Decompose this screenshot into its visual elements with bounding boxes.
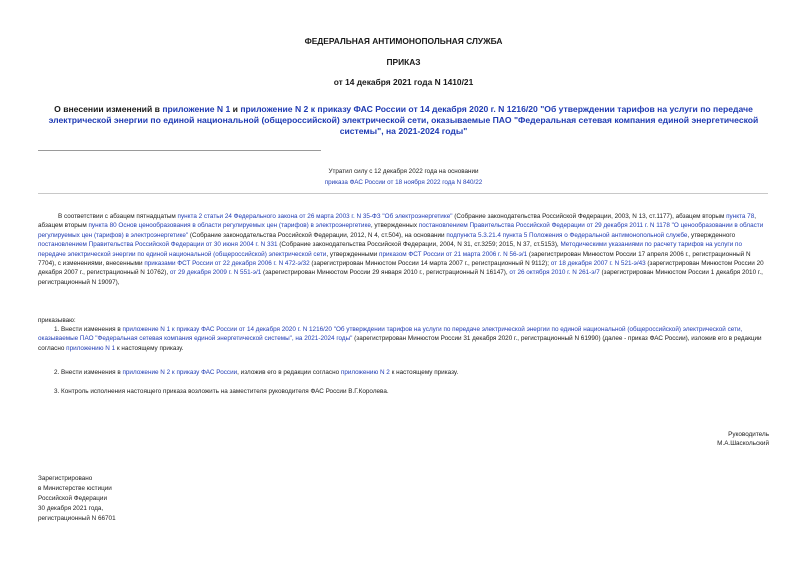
para1-text: В соответствии с абзацем пятнадцатым — [58, 213, 178, 220]
para1-link[interactable]: пункта 80 Основ ценообразования в области регулируемых цен (тарифов) в электроэнергетике — [88, 222, 371, 230]
para1-link[interactable]: Методическими указаниями по расчету тарифов на услуги по передаче электрической энергии по единой национальной (общероссийской) электрической сети — [38, 241, 742, 258]
para1-link[interactable]: постановлением Правительства Российской Федерации от 29 декабря 2011 г. N 1178 "О ценообразовании в области регулируемых цен (тарифов) в электроэнергетике" — [38, 222, 764, 239]
title-link-appendix-2[interactable]: приложение N 2 к приказу ФАС России от 14 декабря 2020 г. N 1216/20 "Об утверждении тарифов на услуги по передаче электрической энергии по единой национальной (общероссийской) электрической сети, оказываемые ПАО "Федеральная сетевая компания единой энергетической системы", на 2021-2024 годы" — [48, 104, 759, 136]
registration-line-4: 30 декабря 2021 года, — [38, 505, 104, 512]
title-text-2: и — [230, 104, 241, 114]
registration-line-5: регистрационный N 66701 — [38, 515, 116, 522]
doc-date-number: от 14 декабря 2021 года N 1410/21 — [333, 77, 474, 87]
prikazyvayu-label: приказываю: — [38, 317, 76, 324]
para1-link[interactable]: пункта 2 статьи 24 Федерального закона от 26 марта 2003 г. N 35-ФЗ "Об электроэнергетике" — [177, 213, 453, 220]
item1-text: 1. Внести изменения в — [54, 326, 123, 333]
registration-block — [38, 474, 238, 524]
signature-name: М.А.Шаскольский — [717, 440, 769, 448]
order-item-1 — [38, 325, 769, 353]
registration-line-3: Российской Федерации — [38, 495, 107, 502]
divider-long — [38, 193, 768, 194]
para1-link[interactable]: подпункта 5.3.21.4 пункта 5 Положения о Федеральной антимонопольной службе — [446, 231, 688, 239]
para1-text: , утвержденного — [687, 231, 736, 239]
item2-text: 2. Внести изменения в — [54, 369, 123, 376]
doc-type-heading: ПРИКАЗ — [386, 57, 421, 67]
para1-link[interactable]: от 29 декабря 2009 г. N 551-э/1 — [169, 269, 262, 277]
para1-text: (зарегистрирован Минюстом России 14 марта 2007 г., регистрационный N 9112); — [309, 260, 551, 268]
registration-line-1: Зарегистрировано — [38, 475, 93, 482]
divider-short — [38, 150, 321, 151]
para1-text: (зарегистрирован Минюстом России 1 декабря 2010 г., регистрационный N 19097), — [38, 269, 763, 286]
item1-link[interactable]: приложению N 1 — [66, 344, 116, 352]
para1-text: (Собрание законодательства Российской Федерации, 2012, N 4, ст.504), на основании — [188, 231, 447, 239]
para1-text: (Собрание законодательства Российской Федерации, 2003, N 13, ст.1177), абзацем вторым — [452, 213, 727, 220]
item1-text: (зарегистрирован Минюстом России 31 декабря 2020 г., регистрационный N 61990) (далее - приказ ФАС России), изложив его в редакции согласно — [38, 335, 762, 352]
para1-text: (зарегистрирован Минюстом России 29 января 2010 г., регистрационный N 16147), — [261, 269, 510, 277]
item2-text: к настоящему приказу. — [389, 369, 459, 376]
agency-heading: ФЕДЕРАЛЬНАЯ АНТИМОНОПОЛЬНАЯ СЛУЖБА — [304, 36, 503, 46]
preamble-paragraph — [38, 212, 769, 287]
order-item-2 — [38, 368, 769, 377]
para1-link[interactable]: пункта 78 — [726, 213, 755, 220]
document-title — [40, 104, 767, 137]
item1-link[interactable]: приложение N 1 к приказу ФАС России от 14 декабря 2020 г. N 1216/20 "Об утверждении тарифов на услуги по передаче электрической энергии по единой национальной (общероссийской) электрической сети, оказываемые ПАО "Федеральная сетевая компания единой энергетической системы", на 2021-2024 годы" — [38, 326, 743, 343]
annulment-link[interactable]: приказа ФАС России от 18 ноября 2022 года N 840/22 — [324, 179, 483, 186]
para1-text: (зарегистрирован Минюстом России 20 декабря 2007 г., регистрационный N 10762), — [38, 260, 764, 277]
para1-text: (Собрание законодательства Российской Федерации, 2004, N 31, ст.3259; 2015, N 37, ст.5153), — [277, 241, 561, 249]
item2-text: , изложив его в редакции согласно — [237, 369, 341, 376]
para1-text: , утвержденных — [370, 222, 419, 230]
para1-link[interactable]: постановлением Правительства Российской Федерации от 30 июня 2004 г. N 331 — [38, 241, 278, 249]
signature-block — [569, 430, 769, 449]
annulment-text: Утратил силу с 12 декабря 2022 года на основании — [328, 168, 479, 175]
annulment-note — [0, 166, 807, 188]
order-item-3: 3. Контроль исполнения настоящего приказа возложить на заместителя руководителя ФАС России В.Г.Королева. — [54, 388, 389, 395]
registration-line-2: в Министерстве юстиции — [38, 485, 112, 492]
para1-text: , утвержденными — [326, 250, 380, 258]
item2-link[interactable]: приложение N 2 к приказу ФАС России — [122, 369, 238, 376]
para1-text: , абзацем вторым — [38, 213, 756, 230]
para1-link[interactable]: приказами ФСТ России от 22 декабря 2006 г. N 472-э/32 — [144, 260, 310, 268]
item2-link[interactable]: приложению N 2 — [340, 369, 390, 376]
signature-role: Руководитель — [728, 431, 769, 438]
para1-text: (зарегистрирован Минюстом России 17 апреля 2006 г., регистрационный N 7704), с изменениями, внесенными — [38, 250, 751, 268]
para1-link[interactable]: от 18 декабря 2007 г. N 521-э/43 — [550, 260, 646, 268]
para1-link[interactable]: от 26 октября 2010 г. N 261-э/7 — [509, 269, 600, 277]
item1-text: к настоящему приказу. — [115, 344, 184, 352]
para1-link[interactable]: приказом ФСТ России от 21 марта 2006 г. N 56-э/1 — [379, 250, 528, 258]
title-link-appendix-1[interactable]: приложение N 1 — [162, 104, 231, 114]
title-text-1: О внесении изменений в — [54, 104, 163, 114]
